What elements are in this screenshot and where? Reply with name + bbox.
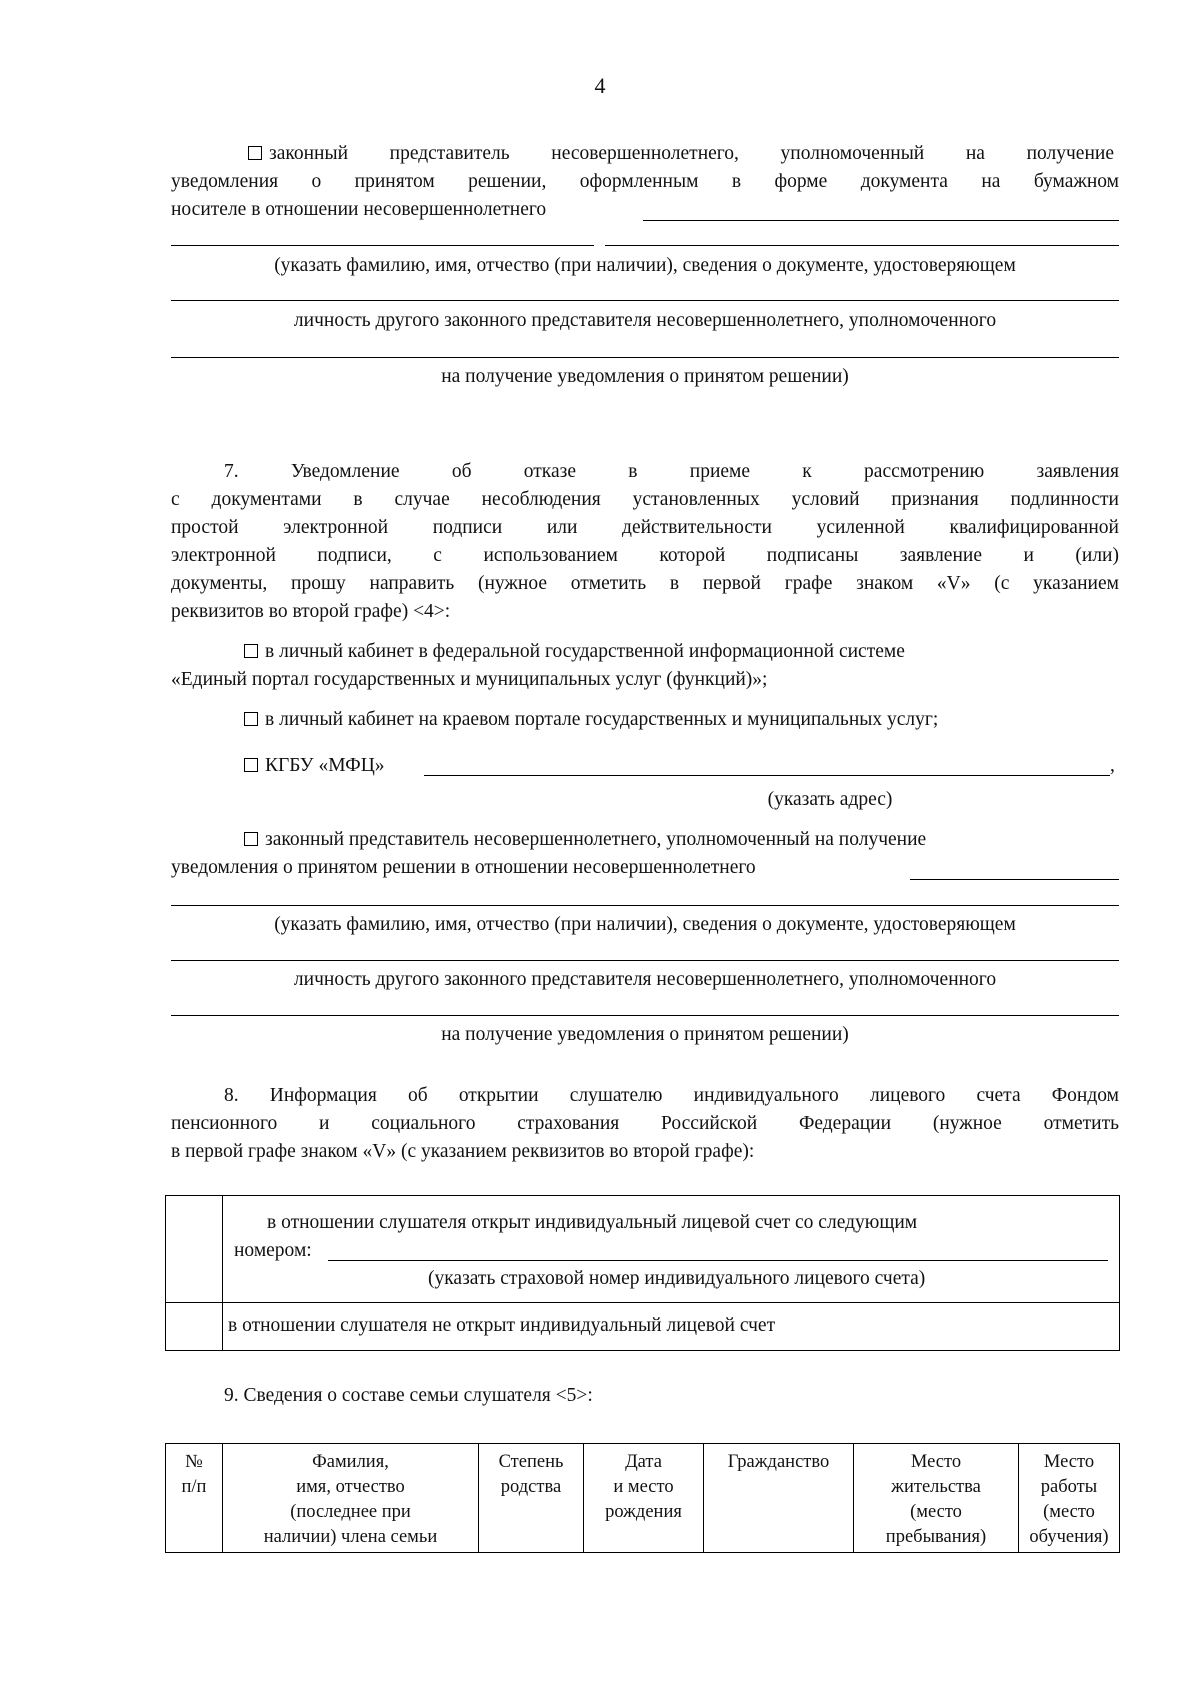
s6-caption1: (указать фамилию, имя, отчество (при наличии), сведения о документе, удостоверяющем [274, 255, 1016, 276]
s7-caption2: личность другого законного представителя несовершеннолетнего, уполномоченного [293, 969, 997, 990]
fill-line[interactable] [171, 960, 1119, 961]
col-residence: Место жительства (место пребывания) [854, 1444, 1019, 1553]
s7-option-mfc-end: , [1110, 755, 1115, 776]
s8-line3: в первой графе знаком «V» (с указанием реквизитов во второй графе): [171, 1141, 755, 1162]
s6-caption3: на получение уведомления о принятом решении) [441, 366, 849, 387]
s7-address-caption: (указать адрес) [767, 789, 893, 810]
s6-option-line1: законный представитель несовершеннолетнего, уполномоченный на получение [248, 140, 1119, 168]
s8-line2: пенсионного и социального страхования Российской Федерации (нужное отметить [171, 1113, 1119, 1134]
account-not-opened-cell: в отношении слушателя не открыт индивидуальный лицевой счет [223, 1303, 1120, 1351]
account-number-fill-line[interactable] [328, 1260, 1108, 1261]
s7-line6: реквизитов во второй графе) <4>: [171, 601, 451, 622]
s6-option-line3: носителе в отношении несовершеннолетнего [171, 199, 547, 220]
fill-line[interactable] [171, 300, 1119, 301]
fill-line[interactable] [171, 1015, 1119, 1016]
s7-line3: простой электронной подписи или действительности усиленной квалифицированной [171, 517, 1119, 538]
col-work: Место работы (место обучения) [1019, 1444, 1120, 1553]
fill-line[interactable] [171, 357, 1119, 358]
s7-caption1: (указать фамилию, имя, отчество (при наличии), сведения о документе, удостоверяющем [274, 914, 1016, 935]
s7-option-epgu-line2: «Единый портал государственных и муниципальных услуг (функций)»; [171, 669, 768, 690]
col-full-name: Фамилия, имя, отчество (последнее при наличии) члена семьи [223, 1444, 479, 1553]
fill-line[interactable] [605, 245, 1119, 246]
s7-option-representative-line2: уведомления о принятом решении в отношении несовершеннолетнего [171, 857, 756, 878]
s7-option-regional-portal: в личный кабинет на краевом портале государственных и муниципальных услуг; [244, 706, 938, 734]
table-header-row [166, 1444, 1120, 1553]
s8-row1-line2: номером: [234, 1240, 312, 1261]
page-number: 4 [594, 73, 606, 98]
account-table [165, 1195, 1120, 1351]
checkbox[interactable] [248, 146, 262, 160]
col-number: № п/п [166, 1444, 223, 1553]
s7-line1: 7. Уведомление об отказе в приеме к рассмотрению заявления [224, 461, 1119, 482]
checkbox[interactable] [244, 758, 258, 772]
address-fill-line[interactable] [424, 775, 1110, 776]
s8-row1-line1: в отношении слушателя открыт индивидуальный лицевой счет со следующим [267, 1212, 918, 1233]
s7-caption3: на получение уведомления о принятом решении) [441, 1024, 849, 1045]
fill-line[interactable] [171, 905, 1119, 906]
s7-option-mfc: КГБУ «МФЦ» [244, 752, 385, 780]
mark-cell[interactable] [166, 1196, 223, 1303]
s7-option-representative: законный представитель несовершеннолетнего, уполномоченный на получение [244, 826, 926, 854]
col-birth: Дата и место рождения [584, 1444, 704, 1553]
checkbox[interactable] [244, 832, 258, 846]
s7-option-epgu: в личный кабинет в федеральной государственной информационной системе [244, 638, 905, 666]
mark-cell[interactable] [166, 1303, 223, 1351]
checkbox[interactable] [244, 644, 258, 658]
s8-row1-caption: (указать страховой номер индивидуального лицевого счета) [428, 1268, 926, 1289]
family-table [165, 1443, 1120, 1553]
s8-line1: 8. Информация об открытии слушателю индивидуального лицевого счета Фондом [224, 1085, 1119, 1106]
s7-line4: электронной подписи, с использованием которой подписаны заявление и (или) [171, 545, 1119, 566]
s7-line5: документы, прошу направить (нужное отметить в первой графе знаком «V» (с указанием [171, 573, 1119, 594]
checkbox[interactable] [244, 712, 258, 726]
fill-line[interactable] [910, 879, 1119, 880]
col-citizenship: Гражданство [704, 1444, 854, 1553]
fill-line[interactable] [171, 245, 594, 246]
col-relation: Степень родства [479, 1444, 584, 1553]
fill-line[interactable] [643, 220, 1119, 221]
account-opened-cell [223, 1196, 1120, 1303]
s6-option-line2: уведомления о принятом решении, оформленным в форме документа на бумажном [171, 171, 1119, 192]
s7-line2: с документами в случае несоблюдения установленных условий признания подлинности [171, 489, 1119, 510]
s9-title: 9. Сведения о составе семьи слушателя <5>: [224, 1385, 593, 1406]
s6-caption2: личность другого законного представителя несовершеннолетнего, уполномоченного [293, 310, 997, 331]
